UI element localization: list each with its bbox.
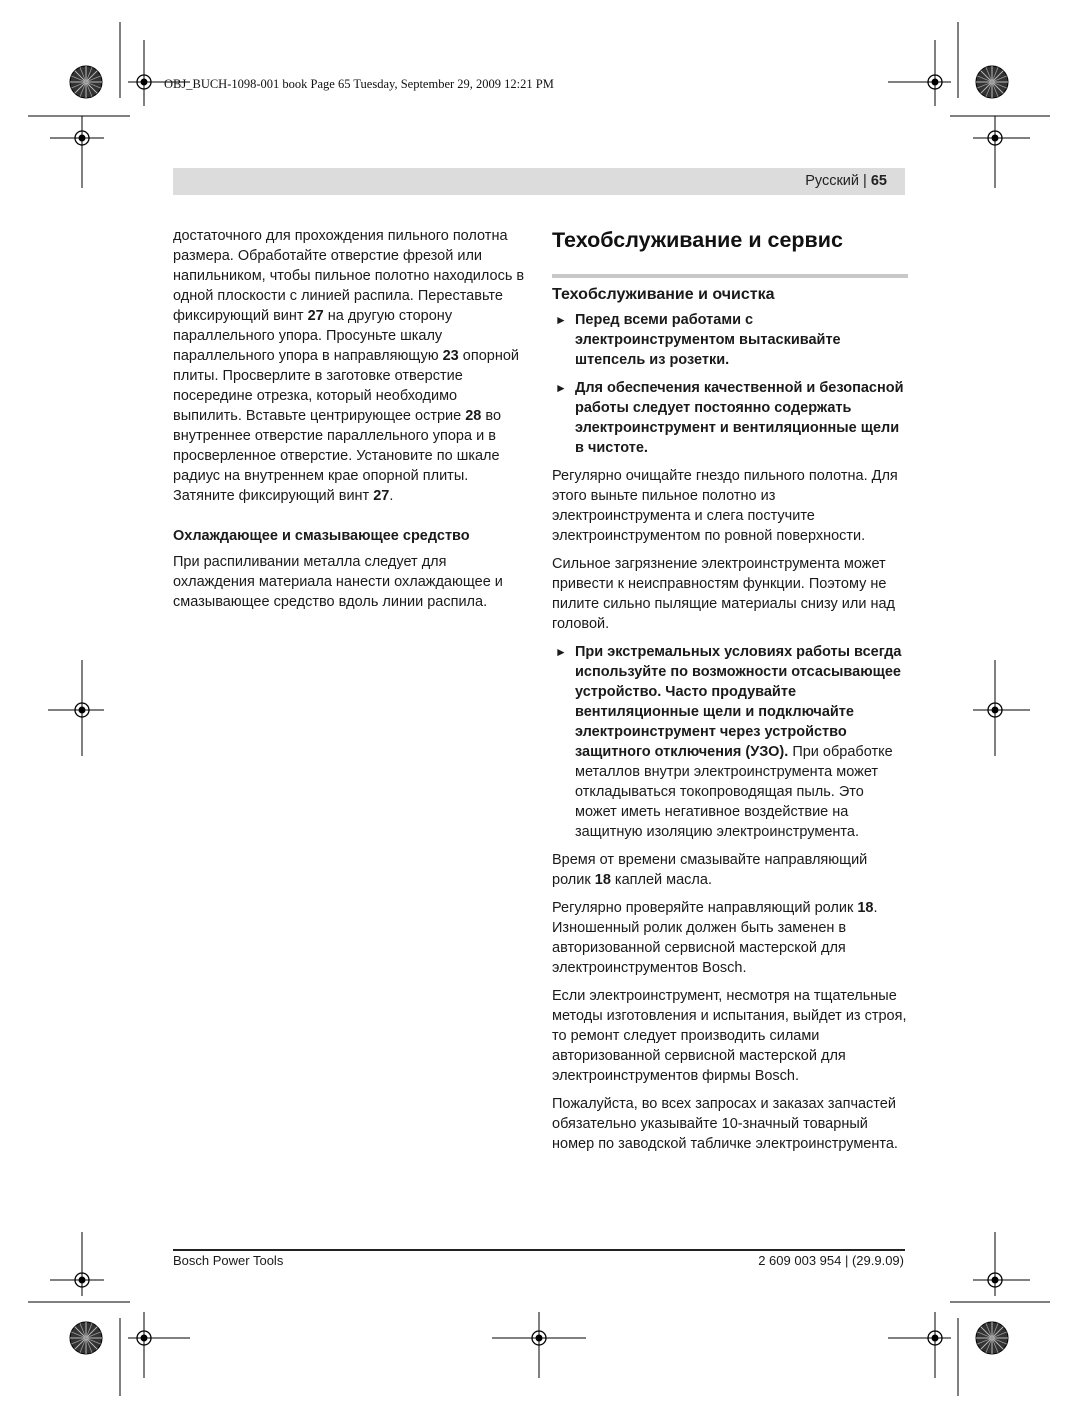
ref-number: 27	[373, 488, 390, 504]
footer-brand: Bosch Power Tools	[173, 1253, 284, 1268]
right-column	[552, 226, 908, 1162]
page-header	[805, 173, 887, 189]
repair-paragraph: Если электроинструмент, несмотря на тщательные методы изготовления и испытания, выйдет из строя, то ремонт следует производить силами авторизованной сервисной мастерской для электроинструментов фирмы Bosch.	[552, 988, 907, 1084]
header-separator: |	[863, 173, 867, 189]
dust-paragraph: Сильное загрязнение электроинструмента может привести к неисправностям функции. Поэтому не пилите сильно пылящие материалы снизу или над головой.	[552, 556, 895, 632]
header-page-number: 65	[870, 173, 887, 189]
header-section-name: Русский	[805, 173, 860, 189]
ref-number: 23	[442, 348, 459, 364]
left-paragraph-1: достаточного для прохождения пильного полотна размера. Обработайте отверстие фрезой или напильником, чтобы пильное полотно находилось в одной плоскости с линией распила. Переставьте фиксирующий винт 27 на другую сторону параллельного упора. Просуньте шкалу параллельного упора в направляющую 23 опорной плиты. Просверлите в заготовке отверстие посередине отрезка, который необходимо выпилить. Вставьте центрирующее острие 28 во внутреннее отверстие параллельного упора и в просверленное отверстие. Установите по шкале радиус на внутреннем крае опорной плиты. Затяните фиксирующий винт 27.	[173, 228, 525, 504]
section-title: Техобслуживание и сервис	[552, 228, 843, 252]
ref-number: 27	[307, 308, 324, 324]
print-slug-line: OBJ_BUCH-1098-001 book Page 65 Tuesday, September 29, 2009 12:21 PM	[164, 77, 554, 91]
roller-check-paragraph: Регулярно проверяйте направляющий ролик 18. Изношенный ролик должен быть заменен в авторизованной сервисной мастерской для электроинструментов Bosch.	[552, 900, 878, 976]
warning-bullet-3-detail: При обработке металлов внутри электроинструмента может откладываться токопроводящая пыль. Это может иметь негативное воздействие на защитную изоляцию электроинструмента.	[575, 744, 893, 840]
ref-number: 28	[465, 408, 482, 424]
section-subtitle: Техобслуживание и очистка	[552, 286, 775, 303]
ref-number: 18	[857, 900, 874, 916]
left-column	[173, 226, 529, 620]
section-rule	[552, 274, 908, 278]
footer-doc-number: 2 609 003 954 | (29.9.09)	[758, 1253, 904, 1268]
footer-rule	[173, 1249, 905, 1251]
coolant-subheading: Охлаждающее и смазывающее средство	[173, 528, 470, 544]
coolant-paragraph: При распиливании металла следует для охлаждения материала нанести охлаждающее и смазывающее средство вдоль линии распила.	[173, 554, 503, 610]
warning-bullet-2: ► Для обеспечения качественной и безопасной работы следует постоянно содержать электроинструмент и вентиляционные щели в чистоте.	[555, 380, 904, 456]
page-header-bar	[173, 168, 905, 195]
bullet-arrow-icon: ►	[555, 645, 567, 659]
warning-bullet-3: ► При экстремальных условиях работы всегда используйте по возможности отсасывающее устройство. Часто продувайте вентиляционные щели и подключайте электроинструмент через устройство защитного отключения (УЗО). При обработке металлов внутри электроинструмента может откладываться токопроводящая пыль. Это может иметь негативное воздействие на защитную изоляцию электроинструмента.	[555, 644, 902, 840]
lubrication-paragraph: Время от времени смазывайте направляющий ролик 18 каплей масла.	[552, 852, 868, 888]
cleaning-paragraph: Регулярно очищайте гнездо пильного полотна. Для этого выньте пильное полотно из электроинструмента и слега постучите электроинструментом по ровной поверхности.	[552, 468, 898, 544]
warning-bullet-1: ► Перед всеми работами с электроинструментом вытаскивайте штепсель из розетки.	[555, 312, 841, 368]
spare-parts-paragraph: Пожалуйста, во всех запросах и заказах запчастей обязательно указывайте 10-значный товарный номер по заводской табличке электроинструмента.	[552, 1096, 898, 1152]
bullet-arrow-icon: ►	[555, 313, 567, 327]
bullet-arrow-icon: ►	[555, 381, 567, 395]
ref-number: 18	[594, 872, 611, 888]
